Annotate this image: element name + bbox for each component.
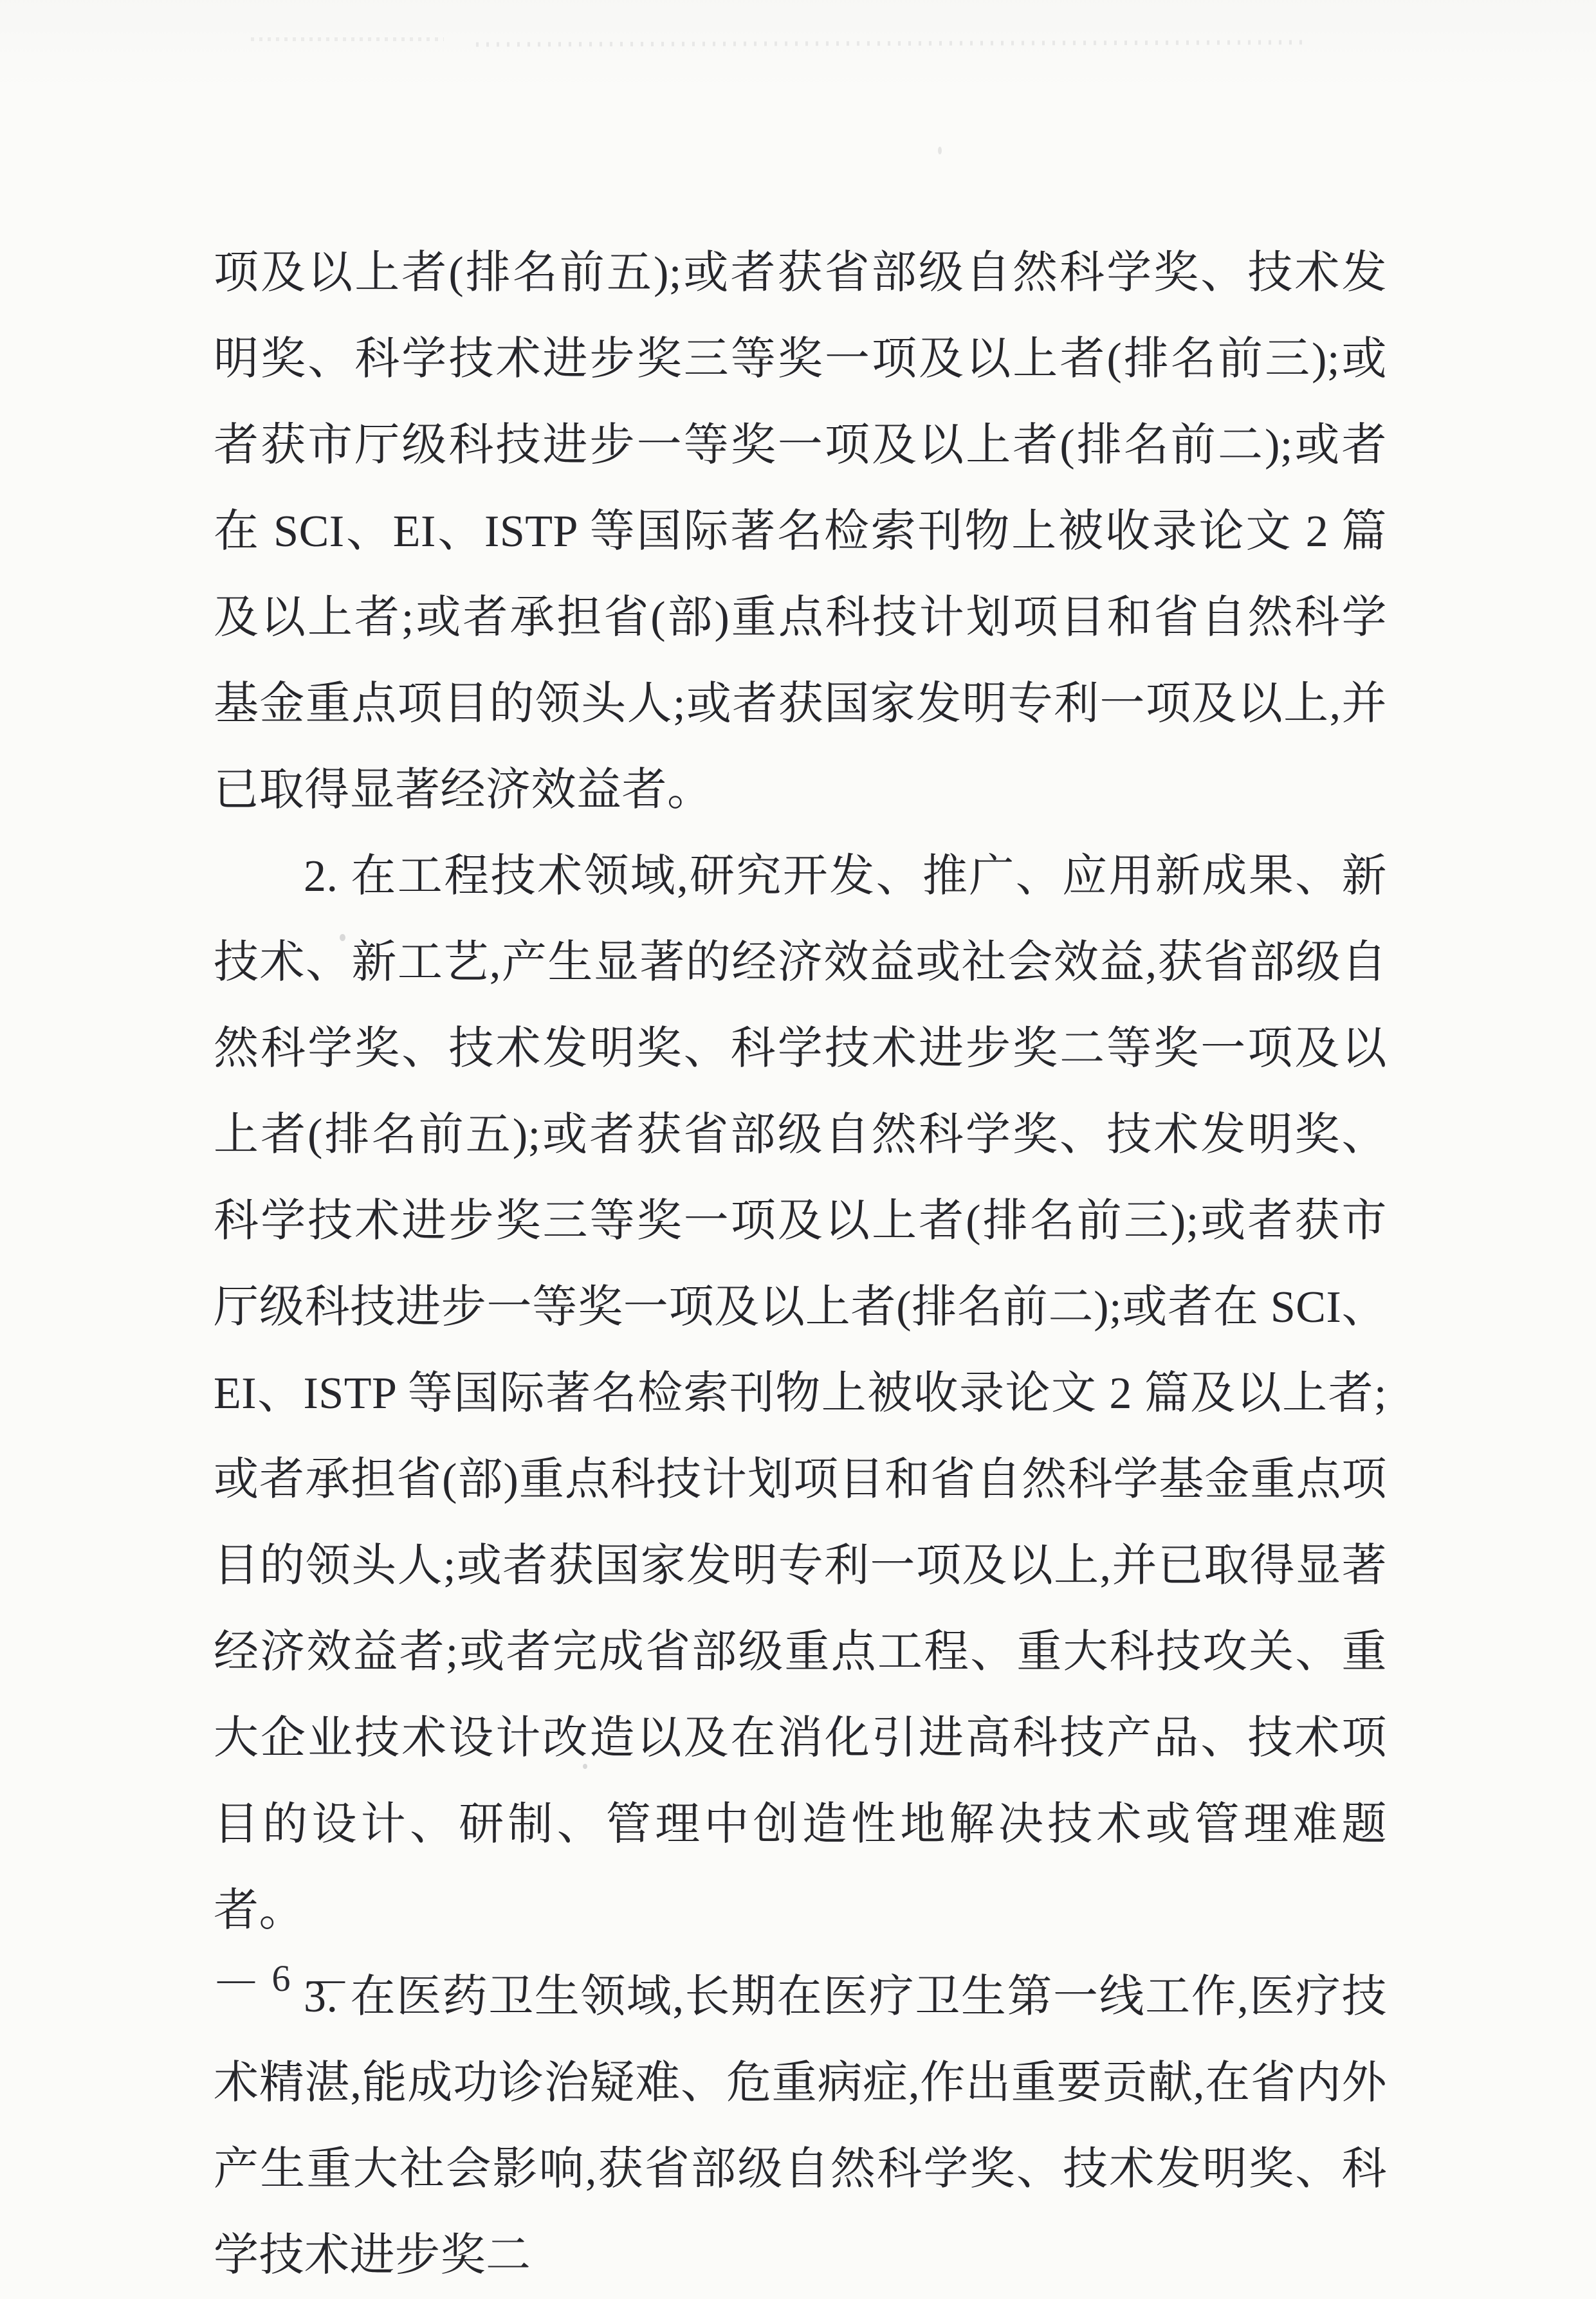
paragraph-item-2-engineering: 2. 在工程技术领域,研究开发、推广、应用新成果、新技术、新工艺,产生显著的经济效益或社会效益,获省部级自然科学奖、技术发明奖、科学技术进步奖二等奖一项及以上者(排名前五);或者获省部级自然科学奖、技术发明奖、科学技术进步奖三等奖一项及以上者(排名前三);或者获市厅级科技进步一等奖一项及以上者(排名前二);或者在 SCI、EI、ISTP 等国际著名检索刊物上被收录论文 2 篇及以上者;或者承担省(部)重点科技计划项目和省自然科学基金重点项目的领头人;或者获国家发明专利一项及以上,并已取得显著经济效益者;或者完成省部级重点工程、重大科技攻关、重大企业技术设计改造以及在消化引进高科技产品、技术项目的设计、研制、管理中创造性地解决技术或管理难题者。 (214, 852, 1387, 1936)
paragraph-item-3-medical: 3. 在医药卫生领域,长期在医疗卫生第一线工作,医疗技术精湛,能成功诊治疑难、危重病症,作出重要贡献,在省内外产生重大社会影响,获省部级自然科学奖、技术发明奖、科学技术进步奖二 (214, 1972, 1387, 2280)
paragraph-continuation: 项及以上者(排名前五);或者获省部级自然科学奖、技术发明奖、科学技术进步奖三等奖一项及以上者(排名前三);或者获市厅级科技进步一等奖一项及以上者(排名前二);或者在 SCI、EI、ISTP 等国际著名检索刊物上被收录论文 2 篇及以上者;或者承担省(部)重点科技计划项目和省自然科学基金重点项目的领头人;或者获国家发明专利一项及以上,并已取得显著经济效益者。 (214, 248, 1387, 815)
scan-artifact (476, 40, 1306, 46)
scan-speck (938, 147, 942, 154)
document-body (214, 230, 1387, 2299)
scan-artifact (251, 37, 444, 41)
page-number: — 6 — (217, 1957, 349, 1999)
